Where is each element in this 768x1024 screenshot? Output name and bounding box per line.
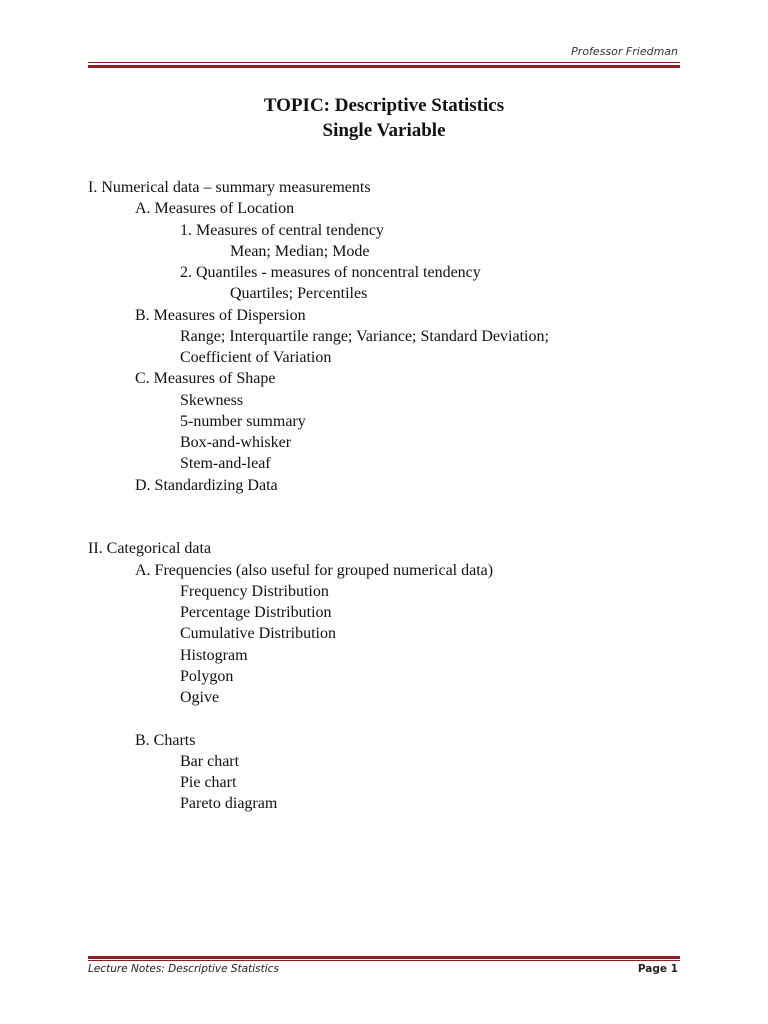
title-block bbox=[0, 93, 768, 143]
footer-page-number: Page 1 bbox=[637, 963, 678, 975]
outline-item: Mean; Median; Mode bbox=[230, 242, 370, 260]
outline-item: Cumulative Distribution bbox=[180, 625, 336, 643]
outline-item: Box-and-whisker bbox=[180, 434, 292, 451]
footer-rule-thick bbox=[88, 956, 680, 959]
outline-item: B. Measures of Dispersion bbox=[135, 306, 306, 324]
header-rule-thick bbox=[88, 65, 680, 68]
outline-item: Quartiles; Percentiles bbox=[230, 285, 368, 303]
outline-item: B. Charts bbox=[135, 731, 196, 749]
outline-item: Bar chart bbox=[180, 752, 240, 770]
outline-item: Ogive bbox=[180, 689, 220, 706]
outline-item: A. Frequencies (also useful for grouped numerical data) bbox=[135, 561, 494, 579]
outline-item: 2. Quantiles - measures of noncentral tendency bbox=[180, 264, 481, 281]
title-line-2: Single Variable bbox=[322, 120, 446, 141]
outline-item: D. Standardizing Data bbox=[135, 476, 278, 494]
outline-item: Skewness bbox=[180, 391, 244, 409]
footer-document-title: Lecture Notes: Descriptive Statistics bbox=[88, 963, 279, 975]
outline-item: Histogram bbox=[180, 646, 248, 664]
header-rule-thin bbox=[88, 62, 680, 63]
outline-item: Pie chart bbox=[180, 774, 237, 791]
outline-item: Percentage Distribution bbox=[180, 604, 332, 621]
title-line-1: TOPIC: Descriptive Statistics bbox=[263, 95, 505, 116]
outline-item: I. Numerical data – summary measurements bbox=[88, 179, 371, 196]
outline-item: Range; Interquartile range; Variance; Standard Deviation; bbox=[180, 327, 549, 345]
outline-item: Polygon bbox=[180, 667, 234, 685]
outline-item: Frequency Distribution bbox=[180, 582, 329, 600]
outline-item: 1. Measures of central tendency bbox=[180, 221, 384, 239]
outline-item: C. Measures of Shape bbox=[135, 370, 276, 388]
outline-item: Coefficient of Variation bbox=[180, 349, 332, 366]
footer-rule-thin bbox=[88, 960, 680, 961]
header-author: Professor Friedman bbox=[571, 45, 678, 58]
outline-item: A. Measures of Location bbox=[135, 200, 295, 218]
outline-item: Pareto diagram bbox=[180, 795, 278, 813]
outline-item: 5-number summary bbox=[180, 412, 306, 430]
outline-item: Stem-and-leaf bbox=[180, 455, 271, 473]
outline-item: II. Categorical data bbox=[88, 540, 212, 558]
